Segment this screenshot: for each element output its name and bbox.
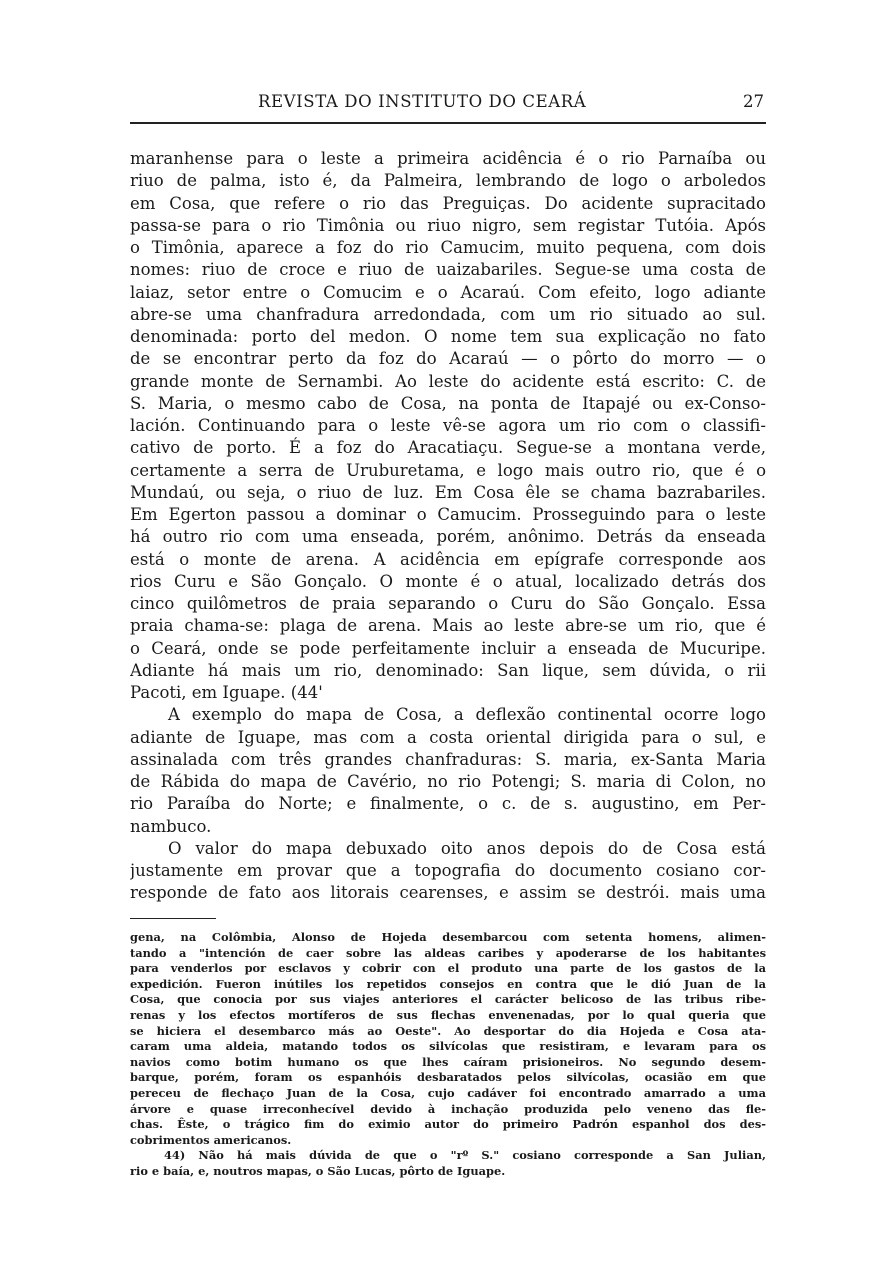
text-line: praia chama-se: plaga de arena. Mais ao leste abre-se um rio, que é (130, 616, 766, 636)
footnote-line: se hiciera el desembarco más ao Oeste". Ao desportar do dia Hojeda e Cosa ata- (130, 1023, 766, 1038)
text-line: nambuco. (130, 816, 212, 836)
text-line: maranhense para o leste a primeira acidência é o rio Parnaíba ou (130, 149, 766, 168)
text-line: O valor do mapa debuxado oito anos depois do de Cosa está (168, 838, 766, 858)
page-number: 27 (743, 92, 764, 111)
text-line: o Timônia, aparece a foz do rio Camucim, muito pequena, com dois (130, 238, 766, 257)
footnote-line: expedición. Fueron inútiles los repetidos consejos en contra que le dió Juan de la (130, 976, 766, 991)
text-line: cinco quilômetros de praia separando o Curu do São Gonçalo. Essa (130, 594, 766, 613)
text-line: em Cosa, que refere o rio das Preguiças. Do acidente supracitado (130, 193, 766, 213)
text-line: responde de fato aos litorais cearenses, e assim se destrói. mais uma (130, 883, 766, 903)
text-line: adiante de Iguape, mas com a costa oriental dirigida para o sul, e (130, 727, 766, 747)
footnote-line: chas. Êste, o trágico fim do eximio autor do primeiro Padrón espanhol dos des- (130, 1117, 766, 1132)
footnote-line: 44) Não há mais dúvida de que o "rº S." cosiano corresponde a San Julian, (164, 1148, 766, 1163)
text-line: S. Maria, o mesmo cabo de Cosa, na ponta de Itapajé ou ex-Conso- (130, 393, 766, 413)
text-line: Adiante há mais um rio, denominado: San lique, sem dúvida, o rii (130, 660, 766, 680)
text-line: A exemplo do mapa de Cosa, a deflexão continental ocorre logo (168, 705, 766, 725)
footnote-line: navios como botim humano os que lhes caíram prisioneiros. No segundo desem- (130, 1054, 766, 1069)
text-line: cativo de porto. É a foz do Aracatiaçu. Segue-se a montana verde, (130, 438, 766, 458)
text-line: de Rábida do mapa de Cavério, no rio Potengi; S. maria di Colon, no (130, 772, 766, 791)
text-line: de se encontrar perto da foz do Acaraú — o pôrto do morro — o (130, 349, 766, 369)
footnote-line: rio e baía, e, noutros mapas, o São Lucas, pôrto de Iguape. (130, 1163, 506, 1178)
text-line: grande monte de Sernambi. Ao leste do acidente está escrito: C. de (130, 371, 766, 391)
text-line: está o monte de arena. A acidência em epígrafe corresponde aos (130, 549, 766, 569)
text-line: rio Paraíba do Norte; e finalmente, o c. de s. augustino, em Per- (130, 794, 766, 814)
text-line: assinalada com três grandes chanfraduras: S. maria, ex-Santa Maria (130, 749, 766, 769)
text-line: laiaz, setor entre o Comucim e o Acaraú. Com efeito, logo adiante (130, 282, 766, 302)
footnote-line: tando a "intención de caer sobre las aldeas caribes y apoderarse de los habitantes (130, 945, 766, 960)
footnotes (130, 930, 766, 1180)
text-line: abre-se uma chanfradura arredondada, com um rio situado ao sul. (130, 304, 766, 324)
text-line: passa-se para o rio Timônia ou riuo nigro, sem registar Tutóia. Após (130, 215, 766, 235)
text-line: Em Egerton passou a dominar o Camucim. Prosseguindo para o leste (130, 505, 766, 524)
text-line: rios Curu e São Gonçalo. O monte é o atual, localizado detrás dos (130, 571, 766, 591)
footnote-line: caram uma aldeia, matando todos os silvícolas que resistiram, e levaram para os (130, 1039, 766, 1054)
footnote-line: renas y los efectos mortíferos de sus flechas envenenadas, por lo qual queria que (130, 1007, 766, 1022)
running-header (130, 90, 766, 124)
text-line: Pacoti, em Iguape. (44' (130, 683, 323, 702)
text-line: o Ceará, onde se pode perfeitamente incluir a enseada de Mucuripe. (130, 638, 766, 658)
text-line: há outro rio com uma enseada, porém, anônimo. Detrás da enseada (130, 527, 766, 547)
text-line: nomes: riuo de croce e riuo de uaizabariles. Segue-se uma costa de (130, 260, 766, 280)
footnote-line: barque, porém, foram os espanhóis desbaratados pelos silvícolas, ocasião em que (130, 1070, 766, 1085)
footnote-line: cobrimentos americanos. (130, 1132, 292, 1147)
footnote-line: gena, na Colômbia, Alonso de Hojeda desembarcou com setenta homens, alimen- (130, 930, 766, 944)
text-line: denominada: porto del medon. O nome tem sua explicação no fato (130, 327, 766, 346)
body-text (130, 148, 766, 905)
text-line: riuo de palma, isto é, da Palmeira, lembrando de logo o arboledos (130, 171, 766, 191)
footnote-separator (130, 918, 216, 919)
text-line: justamente em provar que a topografia do documento cosiano cor- (130, 861, 766, 880)
footnote-line: Cosa, que conocia por sus viajes anteriores el carácter belicoso de las tribus ribe- (130, 992, 766, 1007)
text-line: lación. Continuando para o leste vê-se agora um rio com o classifi- (130, 416, 766, 435)
text-line: certamente a serra de Uruburetama, e logo mais outro rio, que é o (130, 460, 766, 480)
footnote-line: pereceu de flechaço Juan de la Cosa, cujo cadáver foi encontrado amarrado a uma (130, 1085, 766, 1100)
journal-title: REVISTA DO INSTITUTO DO CEARÁ (258, 92, 587, 111)
text-line: Mundaú, ou seja, o riuo de luz. Em Cosa êle se chama bazrabariles. (130, 482, 766, 502)
footnote-line: para venderlos por esclavos y cobrir con el produto una parte de los gastos de la (130, 961, 766, 976)
footnote-line: árvore e quase irreconhecível devido à inchação produzida pelo veneno das fle- (130, 1101, 766, 1116)
